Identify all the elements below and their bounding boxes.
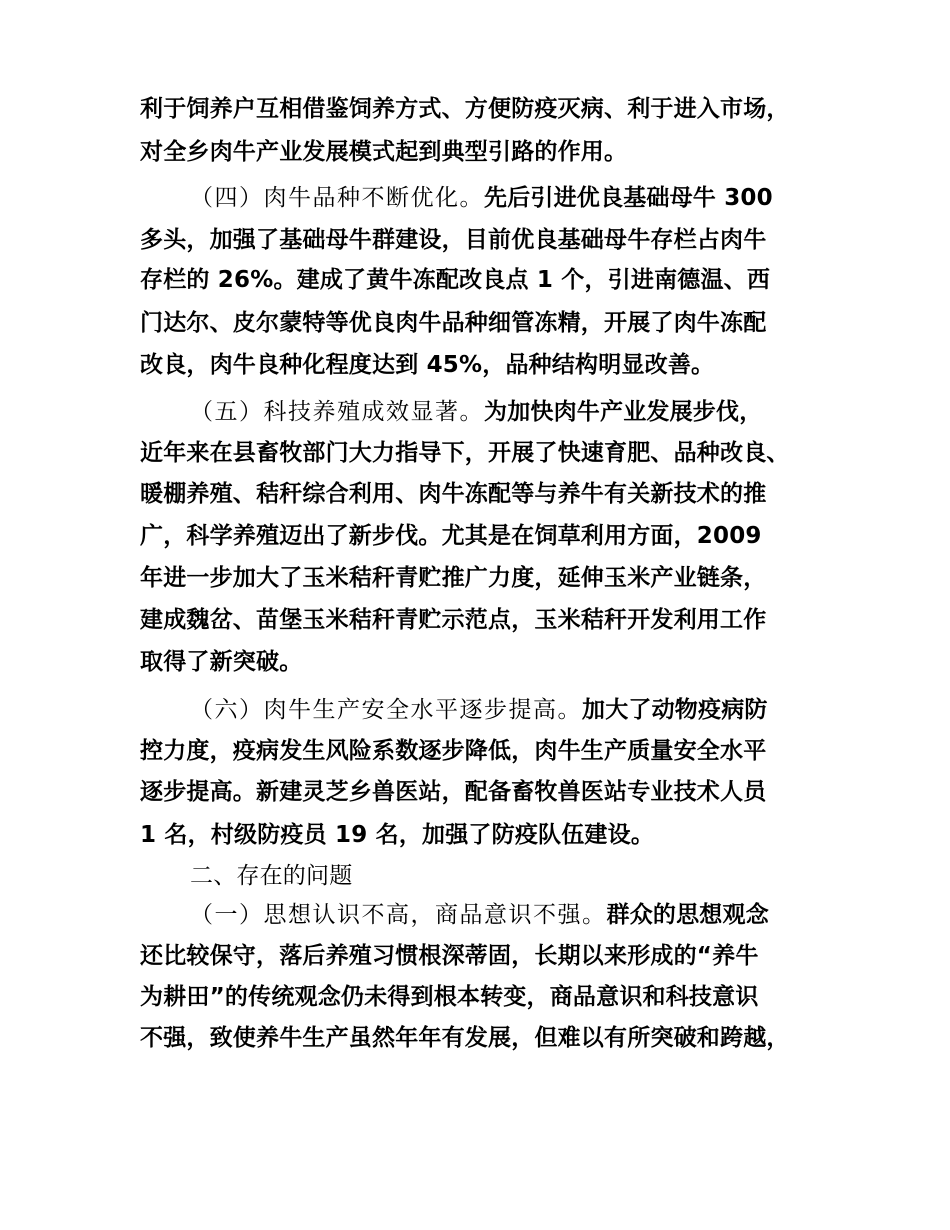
paragraph-5-first-line (190, 397, 762, 427)
text-line (140, 941, 759, 971)
text-line (140, 521, 762, 551)
line-text: 加大了动物疫病防 (582, 697, 768, 723)
line-text: 还比较保守，落后养殖习惯根深蒂固，长期以来形成的“养牛 (140, 943, 759, 969)
line-text: 对全乡肉牛产业发展模式起到典型引路的作用。 (140, 139, 628, 165)
text-line (140, 225, 766, 255)
line-text: 为耕田”的传统观念仍未得到根本转变，商品意识和科技意识 (140, 984, 759, 1010)
line-text: 1 名，村级防疫员 19 名，加强了防疫队伍建设。 (140, 822, 655, 848)
line-text: 多头，加强了基础母牛群建设，目前优良基础母牛存栏占肉牛 (140, 227, 767, 253)
line-text: 控力度，疫病发生风险系数逐步降低，肉牛生产质量安全水平 (140, 738, 767, 764)
text-line (140, 605, 766, 635)
text-line (140, 777, 766, 807)
paragraph-6-first-line (190, 695, 768, 725)
line-text: 取得了新突破。 (140, 649, 303, 675)
section-lead-4: （四）肉牛品种不断优化。 (190, 185, 484, 211)
heading-text: 二、存在的问题 (190, 863, 353, 889)
paragraph-4-first-line (190, 183, 773, 213)
section-heading (190, 861, 352, 891)
line-text: 利于饲养户互相借鉴饲养方式、方便防疫灭病、利于进入市场， (140, 96, 790, 122)
line-text: 先后引进优良基础母牛 300 (484, 185, 773, 211)
problem-1-first-line (190, 900, 769, 930)
text-line (140, 736, 766, 766)
line-text: 改良，肉牛良种化程度达到 45%，品种结构明显改善。 (140, 352, 715, 378)
line-text: 不强，致使养牛生产虽然年年有发展，但难以有所突破和跨越， (140, 1025, 790, 1051)
line-text: 群众的思想观念 (606, 902, 769, 928)
line-text: 门达尔、皮尔蒙特等优良肉牛品种细管冻精，开展了肉牛冻配 (140, 310, 767, 336)
line-text: 逐步提高。新建灵芝乡兽医站，配备畜牧兽医站专业技术人员 (140, 779, 767, 805)
line-text: 为加快肉牛产业发展步伐， (484, 399, 763, 425)
text-line (140, 647, 302, 677)
text-line (140, 982, 759, 1012)
section-lead-6: （六）肉牛生产安全水平逐步提高。 (190, 697, 582, 723)
section-lead-5: （五）科技养殖成效显著。 (190, 399, 484, 425)
line-text: 建成魏岔、苗堡玉米秸秆青贮示范点，玉米秸秆开发利用工作 (140, 607, 767, 633)
line-text: 近年来在县畜牧部门大力指导下，开展了快速育肥、品种改良、 (140, 440, 790, 466)
text-line (140, 350, 714, 380)
text-line (140, 94, 790, 124)
line-text: 年进一步加大了玉米秸秆青贮推广力度，延伸玉米产业链条， (140, 565, 767, 591)
text-line (140, 438, 790, 468)
line-text: 广，科学养殖迈出了新步伐。尤其是在饲草利用方面，2009 (140, 523, 762, 549)
text-line (140, 308, 766, 338)
text-line (140, 1023, 790, 1053)
text-line (140, 563, 766, 593)
text-line (140, 265, 770, 295)
line-text: 存栏的 26%。建成了黄牛冻配改良点 1 个，引进南德温、西 (140, 267, 771, 293)
problem-lead-1: （一）思想认识不高，商品意识不强。 (190, 902, 607, 928)
line-text: 暖棚养殖、秸秆综合利用、肉牛冻配等与养牛有关新技术的推 (140, 481, 767, 507)
text-line (140, 137, 627, 167)
text-line (140, 820, 654, 850)
text-line (140, 479, 766, 509)
